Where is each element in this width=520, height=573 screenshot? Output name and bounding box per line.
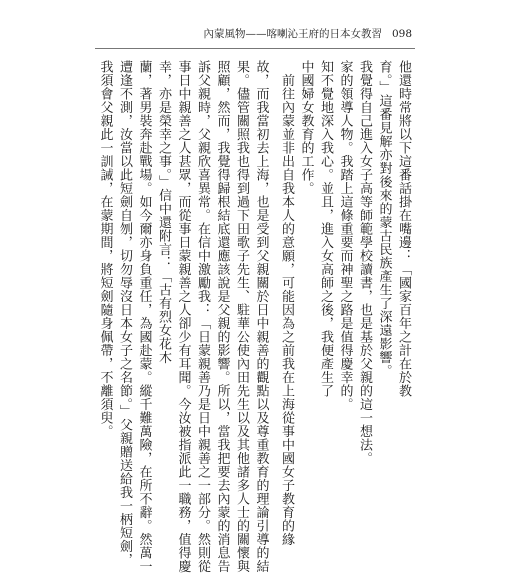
text-column: 訴父親時，父親欣喜異常。在信中激勵我：「日蒙親善乃是日中親善之一部分。然則從 (195, 60, 210, 573)
page-number: 098 (391, 28, 412, 40)
text-column: 故，而我當初去上海，也是受到父親關於日中親善的觀點以及尊重教育的理論引導的結 (253, 60, 269, 573)
text-column: 我須會父親此一訓誡，在蒙期間，將短劍隨身佩帶，不離須臾。 (97, 60, 113, 438)
text-column: 他還時常將以下這番話掛在嘴邊：「國家百年之計在於教 (396, 60, 411, 398)
text-column: 前往內蒙並非出自我本人的意願，可能因為之前我在上海從事中國女子教育的緣 (279, 60, 294, 546)
running-header (150, 26, 412, 41)
text-column: 育。」這番見解亦對後來的蒙古民族產生了深遠影響。 (376, 60, 392, 378)
text-column: 家的領導人物。我踏上這條重要而神聖之路是值得慶幸的。 (337, 60, 353, 411)
running-title: 內蒙風物——喀喇沁王府的日本女教習 (203, 28, 382, 40)
text-column: 照顧，然而，我覺得歸根結底還應該說是父親的影響。所以，當我把要去內蒙的消息告 (214, 60, 230, 573)
text-column: 果。儘管關照我也得到過下田歌子先生、駐華公使內田先生以及其他諸多人士的關懷與 (234, 60, 249, 573)
text-column: 事日中親善之人甚眾，而從事日蒙親善之人卻少有耳聞。今汝被指派此一職務，值得慶 (175, 60, 191, 573)
text-column: 蘭，著男裝奔赴戰場。如今爾亦身負重任，為國赴蒙。縱千難萬險，在所不辭。然萬一 (136, 60, 152, 573)
header-rule (95, 48, 415, 49)
text-column: 遭逢不測，汝當以此短劍自刎，切勿辱沒日本女子之名節。」父親贈送給我一柄短劍， (117, 60, 132, 567)
text-column: 幸，亦是榮幸之事。」信中還附言：「古有烈女花木 (156, 60, 171, 364)
vertical-body-text (97, 60, 413, 573)
text-column: 我覺得自己進入女子高等師範學校讀書，也是基於父親的這一想法。 (357, 60, 372, 465)
text-column: 知不覺地深入我心。並且，進入女高師之後，我便產生了 (318, 60, 333, 398)
text-column: 中國婦女教育的工作。 (298, 60, 314, 195)
